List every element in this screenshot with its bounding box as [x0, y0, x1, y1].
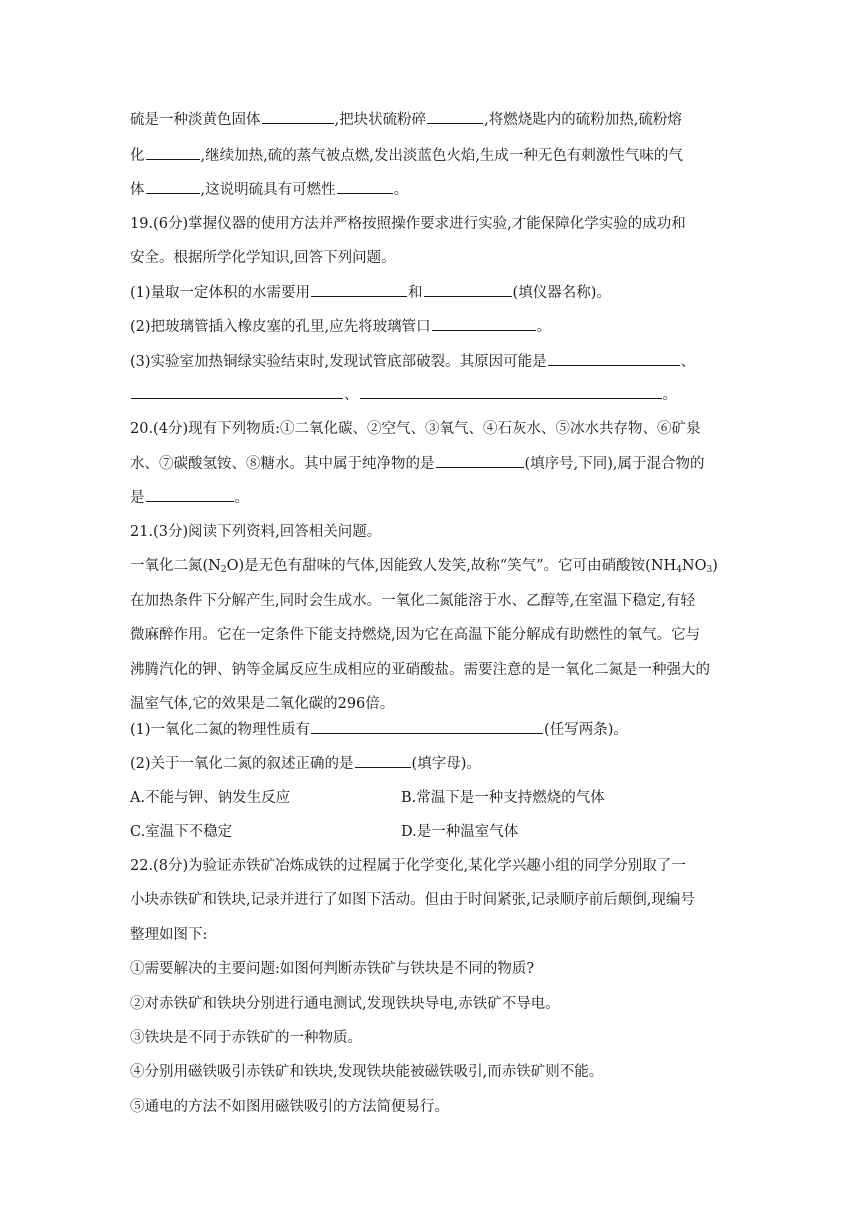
answer-blank[interactable]	[337, 179, 393, 194]
answer-blank[interactable]	[432, 316, 536, 331]
q22-item-4: ④分别用磁铁吸引赤铁矿和铁块,发现铁块能被磁铁吸引,而赤铁矿则不能。	[130, 1064, 604, 1080]
q19-part-1	[130, 282, 740, 304]
q18-line-2	[130, 145, 740, 167]
text: 。	[393, 182, 409, 198]
q21-part-1	[130, 719, 740, 741]
subscript: 2	[220, 565, 227, 575]
text: ,将燃烧匙内的硫粉加热,硫粉熔	[484, 112, 682, 128]
q21-paragraph-2: 在加热条件下分解产生,同时会生成水。一氧化二氮能溶于水、乙醇等,在室温下稳定,有轻	[130, 593, 695, 609]
text: 、	[680, 354, 696, 370]
q22-stem-1: 22.(8分)为验证赤铁矿冶炼成铁的过程属于化学变化,某化学兴趣小组的同学分别取了一	[130, 858, 686, 874]
q22-stem-2: 小块赤铁矿和铁块,记录并进行了如图下活动。但由于时间紧张,记录顺序前后颠倒,现编号	[130, 892, 695, 908]
answer-blank[interactable]	[146, 145, 200, 160]
text: (填仪器名称)。	[512, 285, 611, 301]
answer-blank[interactable]	[424, 282, 512, 297]
q21-paragraph-3: 微麻醉作用。它在一定条件下能支持燃烧,因为它在高温下能分解成有助燃性的氧气。它与	[130, 627, 701, 643]
option-c[interactable]: C.室温下不稳定	[130, 824, 233, 840]
text: O)是无色有甜味的气体,因能致人发笑,故称“笑气”。它可由硝酸铵(NH	[226, 558, 677, 574]
text: (1)一氧化二氮的物理性质有	[130, 722, 311, 738]
q19-part-2	[130, 316, 740, 338]
option-b[interactable]: B.常温下是一种支持燃烧的气体	[401, 790, 605, 806]
option-d[interactable]: D.是一种温室气体	[401, 824, 519, 840]
option-a[interactable]: A.不能与钾、钠发生反应	[130, 790, 291, 806]
q22-stem-3: 整理如图下:	[130, 927, 208, 943]
answer-blank[interactable]	[436, 453, 524, 468]
q21-paragraph-4: 沸腾汽化的钾、钠等金属反应生成相应的亚硝酸盐。需要注意的是一氧化二氮是一种强大的	[130, 662, 710, 678]
text: 水、⑦碳酸氢铵、⑧糖水。其中属于纯净物的是	[130, 456, 435, 472]
answer-blank[interactable]	[262, 109, 334, 124]
text: (任写两条)。	[544, 722, 628, 738]
q21-paragraph-5: 温室气体,它的效果是二氧化碳的296倍。	[130, 696, 395, 712]
q19-stem-1: 19.(6分)掌握仪器的使用方法并严格按照操作要求进行实验,才能保障化学实验的成功和	[130, 216, 686, 232]
q18-line-3	[130, 179, 740, 201]
q22-item-3: ③铁块是不同于赤铁矿的一种物质。	[130, 1030, 362, 1046]
text: (1)量取一定体积的水需要用	[130, 285, 311, 301]
text: 。	[234, 490, 249, 506]
answer-blank[interactable]	[311, 282, 407, 297]
text: 。	[536, 319, 552, 335]
text: 、	[344, 387, 359, 403]
text: 是	[130, 490, 145, 506]
q21-stem: 21.(3分)阅读下列资料,回答相关问题。	[130, 524, 382, 540]
q19-stem-2: 安全。根据所学化学知识,回答下列问题。	[130, 250, 396, 266]
text: (3)实验室加热铜绿实验结束时,发现试管底部破裂。其原因可能是	[130, 354, 547, 370]
q21-part-2	[130, 753, 740, 775]
text: 化	[130, 148, 145, 164]
q20-stem-2	[130, 453, 740, 475]
q22-item-2: ②对赤铁矿和铁块分别进行通电测试,发现铁块导电,赤铁矿不导电。	[130, 996, 560, 1012]
text: (填字母)。	[411, 756, 481, 772]
text: (填序号,下同),属于混合物的	[524, 456, 705, 472]
text: 。	[662, 387, 677, 403]
answer-blank[interactable]	[311, 719, 543, 734]
answer-blank[interactable]	[146, 487, 234, 502]
text: (2)关于一氧化二氮的叙述正确的是	[130, 756, 354, 772]
q19-part-3	[130, 351, 740, 373]
answer-blank[interactable]	[427, 109, 483, 124]
answer-blank[interactable]	[548, 351, 680, 366]
answer-blank[interactable]	[131, 384, 343, 399]
q19-part-3-cont	[130, 384, 740, 406]
q18-line-1	[130, 109, 740, 131]
subscript: 3	[706, 565, 713, 575]
answer-blank[interactable]	[146, 179, 200, 194]
text: ,继续加热,硫的蒸气被点燃,发出淡蓝色火焰,生成一种无色有刺激性气味的气	[200, 148, 683, 164]
q22-item-5: ⑤通电的方法不如图用磁铁吸引的方法简便易行。	[130, 1099, 449, 1115]
q21-paragraph-1	[130, 555, 740, 581]
text: ,这说明硫具有可燃性	[200, 182, 336, 198]
q22-item-1: ①需要解决的主要问题:如图何判断赤铁矿与铁块是不同的物质?	[130, 961, 535, 977]
text: (2)把玻璃管插入橡皮塞的孔里,应先将玻璃管口	[130, 319, 431, 335]
q20-stem-1: 20.(4分)现有下列物质:①二氧化碳、②空气、③氧气、④石灰水、⑤冰水共存物、⑥矿泉	[130, 421, 701, 437]
text: ,把块状硫粉碎	[334, 112, 427, 128]
answer-blank[interactable]	[360, 384, 662, 399]
q20-stem-3	[130, 487, 740, 509]
text: 硫是一种淡黄色固体	[130, 112, 261, 128]
subscript: 4	[676, 565, 682, 575]
text: 一氧化二氮(N	[130, 558, 221, 574]
answer-blank[interactable]	[355, 753, 411, 768]
text: )	[712, 558, 718, 574]
text: 体	[130, 182, 145, 198]
text: NO	[681, 558, 707, 574]
text: 和	[408, 285, 423, 301]
